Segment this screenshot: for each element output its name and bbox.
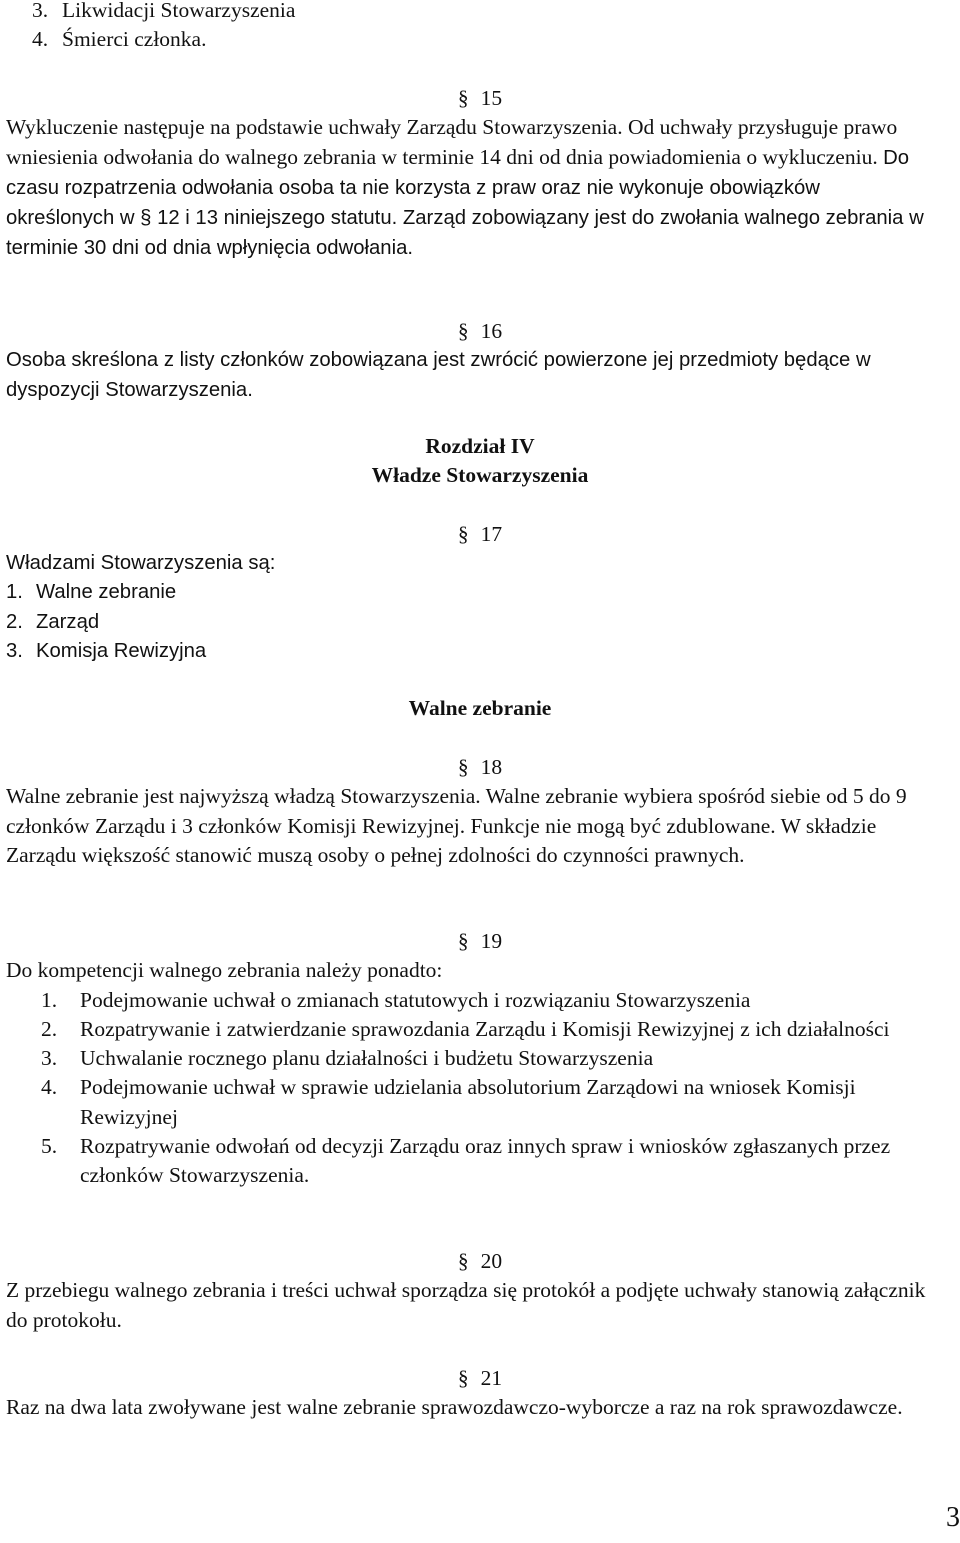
- list-item: 5. Rozpatrywanie odwołań od decyzji Zarządu oraz innych spraw i wniosków zgłaszanych przez członków Stowarzyszenia.: [41, 1134, 891, 1188]
- section-heading: § 20: [457, 1249, 503, 1273]
- section-17: [0, 520, 926, 549]
- chapter-title: Władze Stowarzyszenia: [371, 463, 589, 488]
- page-number: 3: [946, 1502, 960, 1533]
- list-item: 2. Zarząd: [6, 610, 100, 633]
- subheading: Walne zebranie: [408, 696, 552, 720]
- paragraph: Władzami Stowarzyszenia są:: [6, 552, 276, 574]
- section-20: [0, 1247, 926, 1335]
- list-item: 1. Walne zebranie: [6, 581, 177, 604]
- list-item: 3. Uchwalanie rocznego planu działalności i budżetu Stowarzyszenia: [41, 1046, 654, 1071]
- section-heading: § 21: [457, 1366, 503, 1390]
- section-heading: § 17: [457, 522, 503, 546]
- section-heading: § 15: [457, 86, 503, 110]
- list-item: 3. Likwidacji Stowarzyszenia: [32, 0, 296, 22]
- section-heading: § 18: [457, 755, 503, 779]
- section-21: [0, 1364, 926, 1423]
- paragraph: Do kompetencji walnego zebrania należy ponadto:: [6, 958, 443, 983]
- paragraph: Raz na dwa lata zwoływane jest walne zebranie sprawozdawczo-wyborcze a raz na rok sprawozdawcze.: [6, 1395, 903, 1420]
- paragraph: Wykluczenie następuje na podstawie uchwały Zarządu Stowarzyszenia. Od uchwały przysługuje prawo wniesienia odwołania do walnego zebrania w terminie 14 dni od dnia powiadomienia o wykluczeniu. Do czasu rozpatrzenia odwołania osoba ta nie korzysta z praw oraz nie wykonuje obowiązków określonych w § 12 i 13 niniejszego statutu. Zarząd zobowiązany jest do zwołania walnego zebrania w terminie 30 dni od dnia wpłynięcia odwołania.: [6, 115, 924, 260]
- section-heading: § 19: [457, 929, 503, 953]
- section-15: [0, 84, 926, 264]
- paragraph: Osoba skreślona z listy członków zobowiązana jest zwrócić powierzone jej przedmioty będące w dyspozycji Stowarzyszenia.: [6, 349, 871, 401]
- section-18: [0, 753, 926, 870]
- section-heading: § 16: [457, 319, 503, 343]
- list-item: 2. Rozpatrywanie i zatwierdzanie sprawozdania Zarządu i Komisji Rewizyjnej z ich działalności: [41, 1016, 890, 1041]
- list-item: 4. Podejmowanie uchwał w sprawie udzielania absolutorium Zarządowi na wniosek Komisji Rewizyjnej: [41, 1075, 856, 1129]
- section-17-body: [0, 549, 926, 666]
- section-19: [0, 927, 926, 1191]
- top-list: [26, 0, 952, 55]
- list-item: 1. Podejmowanie uchwał o zmianach statutowych i rozwiązaniu Stowarzyszenia: [41, 987, 751, 1012]
- list-item: 3. Komisja Rewizyjna: [6, 639, 207, 662]
- paragraph: Z przebiegu walnego zebrania i treści uchwał sporządza się protokół a podjęte uchwały stanowią załącznik do protokołu.: [6, 1278, 926, 1332]
- section-16: [0, 317, 926, 405]
- chapter-number: Rozdział IV: [425, 434, 535, 458]
- list-item: 4. Śmierci członka.: [32, 27, 207, 52]
- heading-walne: [0, 694, 926, 723]
- paragraph: Walne zebranie jest najwyższą władzą Stowarzyszenia. Walne zebranie wybiera spośród siebie od 5 do 9 członków Zarządu i 3 członków Komisji Rewizyjnej. Funkcje nie mogą być zdublowane. W składzie Zarządu większość stanowić muszą osoby o pełnej zdolności do czynności prawnych.: [6, 784, 907, 867]
- chapter-heading: [0, 432, 926, 491]
